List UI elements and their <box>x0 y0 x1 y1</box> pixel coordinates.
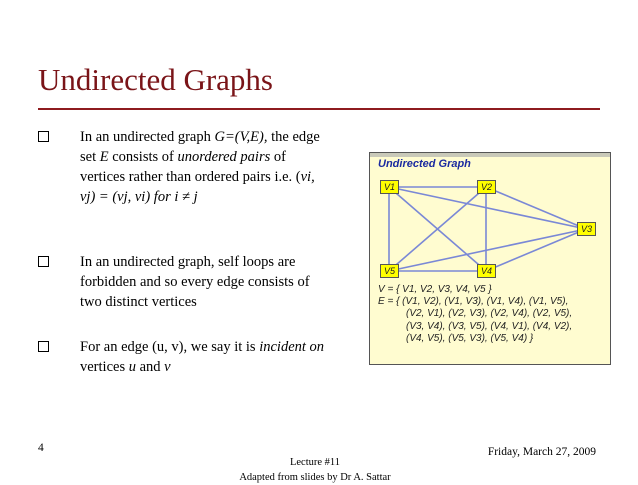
emphasis-text: incident on <box>259 339 325 355</box>
vertex-v4: V4 <box>477 264 496 278</box>
square-bullet-icon <box>38 341 49 352</box>
bullet-item <box>38 252 328 312</box>
edge-v3-v4 <box>486 229 586 271</box>
body-text: In an undirected graph, self loops are forbidden and so every edge consists of two distinct vertices <box>80 254 310 310</box>
set-line: (V3, V4), (V3, V5), (V4, V1), (V4, V2), <box>406 320 573 332</box>
vertex-v5: V5 <box>380 264 399 278</box>
set-line: (V4, V5), (V5, V3), (V5, V4) } <box>406 332 534 344</box>
footer-lecture: Lecture #11 <box>289 457 341 468</box>
bullet-text <box>80 252 328 312</box>
body-text: and <box>135 359 165 375</box>
bullet-text <box>80 337 328 377</box>
body-text: consists of <box>108 149 178 165</box>
emphasis-text: E <box>99 149 109 165</box>
footer-center <box>190 455 440 485</box>
title-divider <box>38 108 600 110</box>
emphasis-text: vi, vj) = (vj, vi) for i ≠ j <box>80 169 315 205</box>
undirected-graph-figure <box>369 152 611 365</box>
body-text: In an undirected graph <box>80 129 215 145</box>
bullet-item <box>38 127 328 207</box>
emphasis-text: v <box>164 359 171 375</box>
emphasis-text: G=(V,E), <box>214 129 268 145</box>
emphasis-text: unordered pairs <box>177 149 271 165</box>
body-text: of vertices rather than ordered pairs i.e. ( <box>80 149 301 185</box>
vertex-edge-sets <box>378 284 610 345</box>
footer-date: Friday, March 27, 2009 <box>487 446 596 458</box>
square-bullet-icon <box>38 256 49 267</box>
body-text: For an edge (u, v), we say it is <box>80 339 260 355</box>
body-text: the edge set <box>80 129 320 165</box>
vertex-v3: V3 <box>577 222 596 236</box>
emphasis-text: u <box>128 359 136 375</box>
footer-credit: Adapted from slides by Dr A. Sattar <box>239 472 391 483</box>
set-line: E = { (V1, V2), (V1, V3), (V1, V4), (V1, V5), <box>378 296 569 308</box>
slide-number: 4 <box>38 442 44 454</box>
vertex-v1: V1 <box>380 180 399 194</box>
set-line: (V2, V1), (V2, V3), (V2, V4), (V2, V5), <box>406 308 573 320</box>
set-line: V = { V1, V2, V3, V4, V5 } <box>378 284 492 295</box>
figure-title: Undirected Graph <box>378 158 471 170</box>
vertex-v2: V2 <box>477 180 496 194</box>
bullet-item <box>38 337 328 377</box>
square-bullet-icon <box>38 131 49 142</box>
bullet-text <box>80 127 328 207</box>
edge-v2-v3 <box>486 187 586 229</box>
body-text: vertices <box>80 359 129 375</box>
slide-title: Undirected Graphs <box>38 62 273 97</box>
